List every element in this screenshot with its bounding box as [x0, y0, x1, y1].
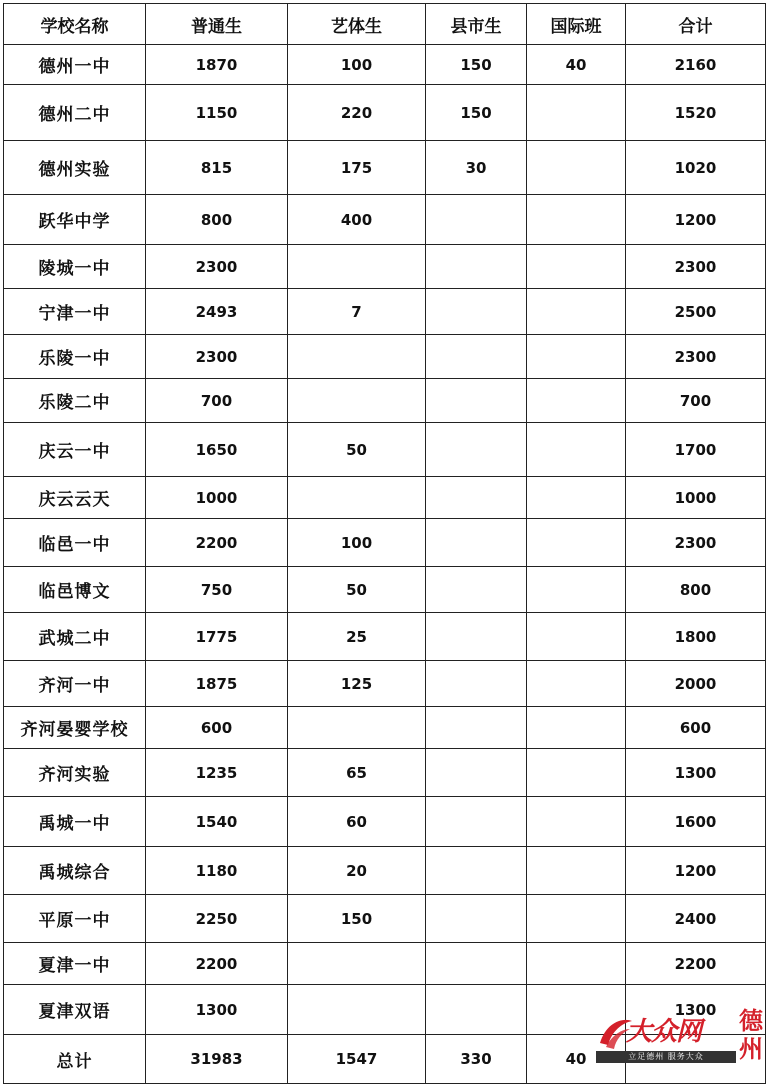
cell-school-name: 德州二中 [4, 85, 146, 141]
table-row [4, 423, 766, 477]
cell-county-city [426, 289, 527, 335]
cell-arts-sports: 175 [288, 141, 426, 195]
cell-arts-sports [288, 379, 426, 423]
header-arts-sports-students: 艺体生 [288, 4, 426, 45]
cell-school-name: 禹城综合 [4, 847, 146, 895]
total-county-city: 330 [426, 1035, 527, 1084]
cell-international [527, 567, 626, 613]
cell-regular: 815 [146, 141, 288, 195]
cell-international [527, 797, 626, 847]
cell-regular: 2200 [146, 943, 288, 985]
cell-school-name: 庆云云天 [4, 477, 146, 519]
cell-regular: 1300 [146, 985, 288, 1035]
cell-county-city [426, 477, 527, 519]
header-county-city-students: 县市生 [426, 4, 527, 45]
cell-regular: 800 [146, 195, 288, 245]
cell-regular: 1150 [146, 85, 288, 141]
dazhong-watermark [596, 1007, 766, 1069]
cell-county-city [426, 707, 527, 749]
cell-international [527, 85, 626, 141]
table-row [4, 85, 766, 141]
cell-total: 2300 [626, 335, 766, 379]
table-row [4, 847, 766, 895]
cell-county-city [426, 613, 527, 661]
cell-county-city [426, 661, 527, 707]
cell-regular: 2300 [146, 245, 288, 289]
cell-county-city [426, 847, 527, 895]
cell-county-city: 150 [426, 45, 527, 85]
cell-regular: 1775 [146, 613, 288, 661]
cell-arts-sports [288, 335, 426, 379]
cell-total: 2200 [626, 943, 766, 985]
cell-international [527, 245, 626, 289]
cell-arts-sports: 150 [288, 895, 426, 943]
cell-school-name: 齐河一中 [4, 661, 146, 707]
cell-total: 1700 [626, 423, 766, 477]
cell-total: 1300 [626, 985, 766, 1035]
watermark-city: 德州 [739, 1006, 763, 1063]
table-row [4, 707, 766, 749]
cell-total: 1300 [626, 749, 766, 797]
cell-county-city [426, 195, 527, 245]
header-row [4, 4, 766, 45]
cell-regular: 750 [146, 567, 288, 613]
cell-international [527, 289, 626, 335]
cell-county-city [426, 519, 527, 567]
cell-regular: 600 [146, 707, 288, 749]
cell-arts-sports: 7 [288, 289, 426, 335]
cell-county-city [426, 749, 527, 797]
cell-arts-sports [288, 985, 426, 1035]
cell-total: 1200 [626, 847, 766, 895]
table-row [4, 567, 766, 613]
cell-arts-sports [288, 245, 426, 289]
cell-school-name: 禹城一中 [4, 797, 146, 847]
cell-total: 1600 [626, 797, 766, 847]
cell-regular: 2250 [146, 895, 288, 943]
cell-international [527, 477, 626, 519]
cell-regular: 1875 [146, 661, 288, 707]
cell-total: 1520 [626, 85, 766, 141]
cell-total: 2000 [626, 661, 766, 707]
cell-regular: 2300 [146, 335, 288, 379]
cell-total: 2400 [626, 895, 766, 943]
cell-regular: 1870 [146, 45, 288, 85]
header-school-name: 学校名称 [4, 4, 146, 45]
cell-school-name: 庆云一中 [4, 423, 146, 477]
table-row [4, 477, 766, 519]
cell-regular: 1540 [146, 797, 288, 847]
cell-total: 800 [626, 567, 766, 613]
cell-county-city [426, 943, 527, 985]
enrollment-table [3, 3, 766, 1084]
cell-county-city [426, 335, 527, 379]
cell-total: 2300 [626, 245, 766, 289]
cell-total: 2160 [626, 45, 766, 85]
cell-arts-sports: 100 [288, 519, 426, 567]
cell-county-city: 30 [426, 141, 527, 195]
cell-international [527, 661, 626, 707]
cell-international [527, 895, 626, 943]
cell-school-name: 陵城一中 [4, 245, 146, 289]
cell-international [527, 195, 626, 245]
cell-regular: 2493 [146, 289, 288, 335]
table-row [4, 379, 766, 423]
cell-total: 1000 [626, 477, 766, 519]
cell-arts-sports: 125 [288, 661, 426, 707]
cell-international [527, 141, 626, 195]
cell-international [527, 423, 626, 477]
cell-total: 700 [626, 379, 766, 423]
cell-school-name: 齐河实验 [4, 749, 146, 797]
cell-international [527, 335, 626, 379]
cell-arts-sports: 20 [288, 847, 426, 895]
cell-school-name: 宁津一中 [4, 289, 146, 335]
table-row [4, 245, 766, 289]
cell-county-city [426, 423, 527, 477]
cell-total: 1800 [626, 613, 766, 661]
cell-arts-sports: 65 [288, 749, 426, 797]
cell-total: 2300 [626, 519, 766, 567]
table-row [4, 749, 766, 797]
cell-school-name: 德州一中 [4, 45, 146, 85]
cell-county-city [426, 797, 527, 847]
cell-school-name: 跃华中学 [4, 195, 146, 245]
table-row [4, 289, 766, 335]
cell-international [527, 379, 626, 423]
cell-regular: 1650 [146, 423, 288, 477]
cell-total: 600 [626, 707, 766, 749]
table-row [4, 661, 766, 707]
cell-county-city [426, 985, 527, 1035]
cell-arts-sports: 50 [288, 423, 426, 477]
cell-school-name: 武城二中 [4, 613, 146, 661]
cell-arts-sports: 220 [288, 85, 426, 141]
header-international-class: 国际班 [527, 4, 626, 45]
table-row [4, 797, 766, 847]
cell-school-name: 夏津一中 [4, 943, 146, 985]
cell-international [527, 943, 626, 985]
cell-school-name: 临邑博文 [4, 567, 146, 613]
watermark-brand: 大众网 [626, 1017, 702, 1047]
table-row [4, 943, 766, 985]
cell-total: 1020 [626, 141, 766, 195]
cell-county-city: 150 [426, 85, 527, 141]
cell-arts-sports [288, 707, 426, 749]
cell-arts-sports: 50 [288, 567, 426, 613]
cell-international [527, 847, 626, 895]
cell-international [527, 707, 626, 749]
cell-county-city [426, 245, 527, 289]
cell-regular: 2200 [146, 519, 288, 567]
cell-county-city [426, 379, 527, 423]
cell-school-name: 乐陵二中 [4, 379, 146, 423]
total-arts-sports: 1547 [288, 1035, 426, 1084]
cell-arts-sports [288, 477, 426, 519]
cell-international [527, 519, 626, 567]
table-row [4, 195, 766, 245]
cell-school-name: 临邑一中 [4, 519, 146, 567]
cell-county-city [426, 567, 527, 613]
total-international: 40 [527, 1035, 626, 1084]
cell-school-name: 夏津双语 [4, 985, 146, 1035]
cell-regular: 1000 [146, 477, 288, 519]
cell-international [527, 613, 626, 661]
cell-regular: 1180 [146, 847, 288, 895]
table-row [4, 519, 766, 567]
total-school-name: 总计 [4, 1035, 146, 1084]
cell-school-name: 德州实验 [4, 141, 146, 195]
cell-arts-sports: 60 [288, 797, 426, 847]
table-body [4, 45, 766, 1084]
cell-arts-sports [288, 943, 426, 985]
header-regular-students: 普通生 [146, 4, 288, 45]
cell-regular: 700 [146, 379, 288, 423]
table-row [4, 613, 766, 661]
cell-international: 40 [527, 45, 626, 85]
cell-arts-sports: 400 [288, 195, 426, 245]
cell-school-name: 齐河晏婴学校 [4, 707, 146, 749]
table-row [4, 141, 766, 195]
cell-international [527, 749, 626, 797]
table-row [4, 895, 766, 943]
cell-arts-sports: 100 [288, 45, 426, 85]
cell-school-name: 乐陵一中 [4, 335, 146, 379]
header-total: 合计 [626, 4, 766, 45]
watermark-slogan: 立足德州 服务大众 [596, 1051, 736, 1063]
cell-school-name: 平原一中 [4, 895, 146, 943]
table-row [4, 335, 766, 379]
cell-county-city [426, 895, 527, 943]
table-row [4, 45, 766, 85]
cell-arts-sports: 25 [288, 613, 426, 661]
total-regular: 31983 [146, 1035, 288, 1084]
cell-total: 2500 [626, 289, 766, 335]
cell-total: 1200 [626, 195, 766, 245]
cell-regular: 1235 [146, 749, 288, 797]
